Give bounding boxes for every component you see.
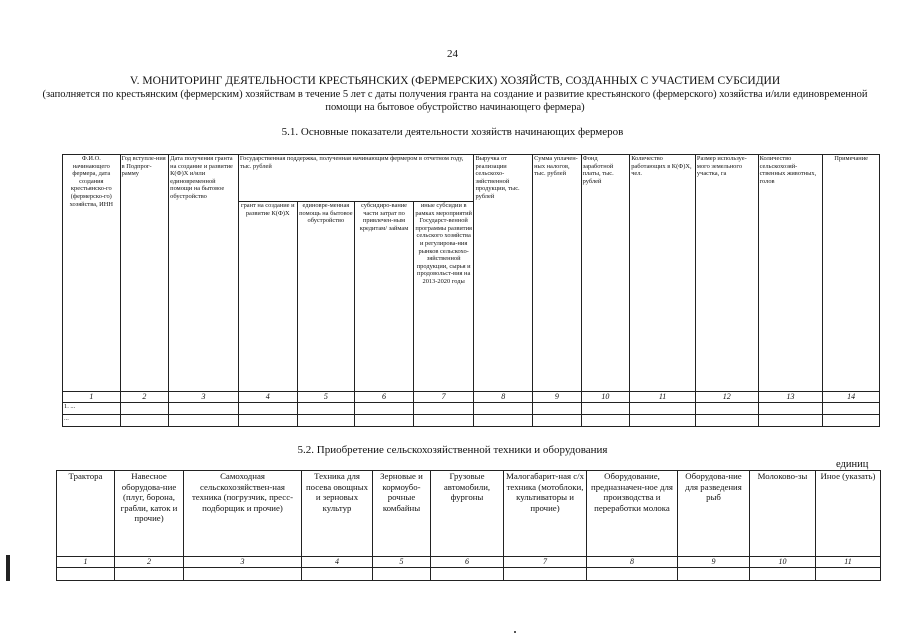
column-number: 1: [57, 557, 115, 568]
header-sowing-equipment: Техника для посева овощных и зерновых культур: [302, 471, 373, 557]
column-number: 6: [355, 392, 414, 403]
section-5-2-title: 5.2. Приобретение сельскохозяйственной техники и оборудования: [297, 444, 608, 456]
table-cell[interactable]: [169, 403, 239, 415]
table-cell[interactable]: [413, 415, 474, 427]
header-fish-equipment: Оборудова-ние для разведения рыб: [678, 471, 750, 557]
header-grant-date: Дата получения гранта на создание и развитие К(Ф)Х и/или единовременной помощи на бытовое обустройство: [169, 155, 239, 392]
section-5-1-title: 5.1. Основные показатели деятельности хозяйств начинающих фермеров: [281, 126, 624, 138]
header-mounted-equipment: Навесное оборудова-ние (плуг, борона, грабли, каток и прочие): [115, 471, 184, 557]
column-number: 5: [373, 557, 431, 568]
column-number: 11: [630, 392, 696, 403]
column-number: 4: [238, 392, 297, 403]
table-cell[interactable]: [504, 568, 587, 581]
header-self-propelled: Самоходная сельскохозяйствен-ная техника (погрузчик, пресс-подборщик и прочие): [184, 471, 302, 557]
table-cell[interactable]: [474, 403, 533, 415]
column-number: 2: [120, 392, 169, 403]
table-cell[interactable]: [413, 403, 474, 415]
column-number: 3: [169, 392, 239, 403]
column-number: 11: [816, 557, 881, 568]
header-year-joined: Год вступле-ния в Подпрог-рамму: [120, 155, 169, 392]
table-cell[interactable]: [302, 568, 373, 581]
column-number: 12: [695, 392, 758, 403]
column-number: 8: [474, 392, 533, 403]
column-number: 7: [504, 557, 587, 568]
header-state-support: Государственная поддержка, полученная начинающим фермером в отчетном году, тыс. рублей: [238, 155, 474, 202]
table-cell[interactable]: [587, 568, 678, 581]
table-cell[interactable]: [630, 403, 696, 415]
table-cell[interactable]: [238, 415, 297, 427]
table-cell[interactable]: [57, 568, 115, 581]
equipment-table: [56, 470, 881, 581]
document-title: V. МОНИТОРИНГ ДЕЯТЕЛЬНОСТИ КРЕСТЬЯНСКИХ (ФЕРМЕРСКИХ) ХОЗЯЙСТВ, СОЗДАННЫХ С УЧАСТИЕМ СУБСИДИИ: [129, 75, 781, 87]
header-taxes: Сумма уплачен-ных налогов, тыс. рублей: [533, 155, 582, 392]
header-milk-equipment: Оборудование, предназначен-ное для производства и переработки молока: [587, 471, 678, 557]
column-number: 5: [297, 392, 355, 403]
header-notes: Примечание: [823, 155, 880, 392]
table-cell[interactable]: [184, 568, 302, 581]
header-grant: грант на создание и развитие К(Ф)Х: [238, 202, 297, 392]
table-cell[interactable]: [678, 568, 750, 581]
column-number: 9: [533, 392, 582, 403]
header-small-machinery: Малогабарит-ная с/х техника (мотоблоки, культиваторы и прочие): [504, 471, 587, 557]
header-farmer-name: Ф.И.О. начинающего фермера, дата создания крестьянско-го (фермерско-го) хозяйства, ИНН: [63, 155, 121, 392]
row-label: ...: [63, 415, 121, 427]
column-number: 10: [750, 557, 816, 568]
table-cell[interactable]: [355, 415, 414, 427]
table-cell[interactable]: [533, 403, 582, 415]
column-number: 8: [587, 557, 678, 568]
table-row: [63, 403, 880, 415]
scan-edge-mark: [6, 555, 10, 581]
header-trucks: Грузовые автомобили, фургоны: [431, 471, 504, 557]
table-row: [63, 415, 880, 427]
table-cell[interactable]: [533, 415, 582, 427]
table-cell[interactable]: [115, 568, 184, 581]
units-label: единиц: [836, 459, 869, 470]
header-tractors: Трактора: [57, 471, 115, 557]
table-cell[interactable]: [695, 403, 758, 415]
table-cell[interactable]: [297, 415, 355, 427]
table-cell[interactable]: [169, 415, 239, 427]
farm-indicators-table: [62, 154, 880, 427]
column-number: 1: [63, 392, 121, 403]
column-number: 6: [431, 557, 504, 568]
table-cell[interactable]: [816, 568, 881, 581]
column-number-row: [63, 392, 880, 403]
table-header-row: [63, 155, 880, 202]
table-cell[interactable]: [431, 568, 504, 581]
header-other-subsidies: иные субсидии в рамках мероприятий Государст-венной программы развития сельского хозяйства и регулирова-ния рынков сельскохо-зяйственной продукции, сырья и продовольст-вия на 2013-2020 годы: [413, 202, 474, 392]
column-number-row: [57, 557, 881, 568]
table-cell[interactable]: [120, 403, 169, 415]
column-number: 4: [302, 557, 373, 568]
header-other: Иное (указать): [816, 471, 881, 557]
header-loan-subsidy: субсидиро-вание части затрат по привлечен-ным кредитам/ займам: [355, 202, 414, 392]
table-cell[interactable]: [695, 415, 758, 427]
header-payroll: Фонд заработной платы, тыс. рублей: [581, 155, 630, 392]
table-cell[interactable]: [581, 403, 630, 415]
table-cell[interactable]: [630, 415, 696, 427]
column-number: 13: [758, 392, 823, 403]
column-number: 2: [115, 557, 184, 568]
table-cell[interactable]: [823, 403, 880, 415]
header-milk-trucks: Молоково-зы: [750, 471, 816, 557]
table-cell[interactable]: [355, 403, 414, 415]
table-cell[interactable]: [581, 415, 630, 427]
row-label: 1. ...: [63, 403, 121, 415]
column-number: 7: [413, 392, 474, 403]
table-cell[interactable]: [823, 415, 880, 427]
table-cell[interactable]: [297, 403, 355, 415]
table-cell[interactable]: [758, 403, 823, 415]
header-employees: Количество работающих в К(Ф)Х, чел.: [630, 155, 696, 392]
table-cell[interactable]: [758, 415, 823, 427]
table-cell[interactable]: [238, 403, 297, 415]
table-cell[interactable]: [474, 415, 533, 427]
page-number: 24: [447, 48, 458, 60]
column-number: 14: [823, 392, 880, 403]
table-cell[interactable]: [120, 415, 169, 427]
header-livestock: Количество сельскохозяй-ственных животных, голов: [758, 155, 823, 392]
header-land-size: Размер используе-мого земельного участка, га: [695, 155, 758, 392]
table-row: [57, 568, 881, 581]
table-cell[interactable]: [750, 568, 816, 581]
column-number: 9: [678, 557, 750, 568]
column-number: 3: [184, 557, 302, 568]
table-cell[interactable]: [373, 568, 431, 581]
header-revenue: Выручка от реализации сельскохо-зяйственной продукции, тыс. рублей: [474, 155, 533, 392]
header-one-time-aid: единовре-менная помощь на бытовое обустройство: [297, 202, 355, 392]
header-harvesters: Зерновые и кормоубо-рочные комбайны: [373, 471, 431, 557]
scan-dot: [514, 631, 516, 633]
column-number: 10: [581, 392, 630, 403]
table-header-row: [57, 471, 881, 557]
document-subtitle: (заполняется по крестьянским (фермерским) хозяйствам в течение 5 лет с даты получения гранта на создание и развитие крестьянского (фермерского) хозяйства и/или единовременной помощи на бытовое обустройство начинающего фермера): [42, 89, 868, 113]
